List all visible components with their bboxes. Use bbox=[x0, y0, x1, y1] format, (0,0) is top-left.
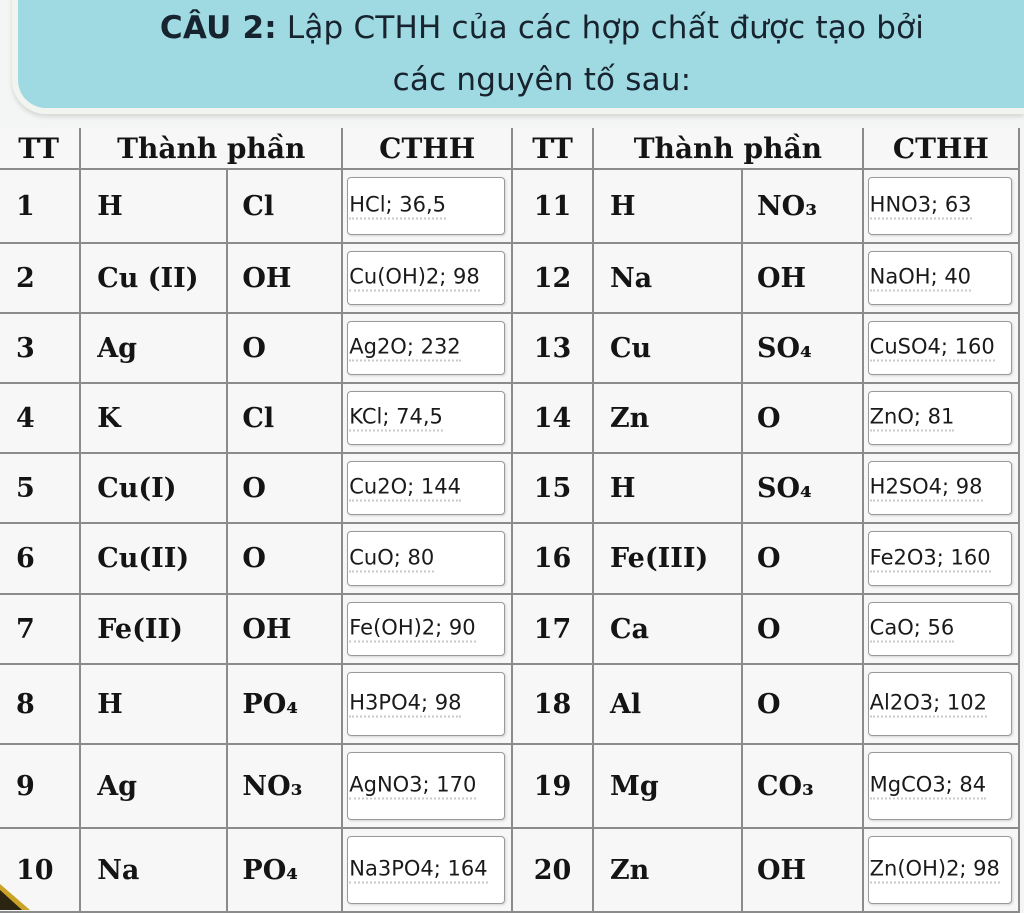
element-cell: Fe(II) bbox=[80, 594, 227, 664]
element-cell: H bbox=[593, 453, 742, 523]
formula-answer: Na3PO4; 164 bbox=[349, 857, 487, 884]
cthh-cell bbox=[863, 828, 1019, 912]
title-text: Lập CTHH của các hợp chất được tạo bởi bbox=[276, 10, 925, 46]
element-cell: Zn bbox=[593, 828, 742, 912]
element-cell: H bbox=[593, 169, 742, 243]
cthh-cell bbox=[342, 664, 512, 744]
table-body bbox=[0, 169, 1019, 912]
cthh-cell bbox=[342, 243, 512, 313]
cthh-cell bbox=[863, 383, 1019, 453]
table-row bbox=[0, 243, 1019, 313]
row-number: 14 bbox=[512, 383, 593, 453]
formula-answer: CuSO4; 160 bbox=[870, 335, 995, 362]
header-cthh-right: CTHH bbox=[863, 128, 1019, 169]
formula-answer: CuO; 80 bbox=[349, 545, 434, 572]
table-header-row bbox=[0, 128, 1019, 169]
row-number: 1 bbox=[0, 169, 80, 243]
cthh-cell bbox=[342, 169, 512, 243]
cthh-cell bbox=[863, 664, 1019, 744]
group-cell: NO₃ bbox=[742, 169, 863, 243]
formula-answer: HCl; 36,5 bbox=[349, 193, 446, 220]
formula-answer: ZnO; 81 bbox=[870, 405, 955, 432]
row-number: 20 bbox=[512, 828, 593, 912]
cthh-cell bbox=[342, 453, 512, 523]
group-cell: O bbox=[742, 594, 863, 664]
cthh-cell bbox=[863, 523, 1019, 594]
group-cell: OH bbox=[742, 243, 863, 313]
page-corner-decoration bbox=[0, 870, 30, 910]
row-number: 3 bbox=[0, 313, 80, 383]
group-cell: OH bbox=[227, 243, 342, 313]
cthh-cell bbox=[342, 313, 512, 383]
element-cell: Mg bbox=[593, 744, 742, 828]
row-number: 13 bbox=[512, 313, 593, 383]
table-row bbox=[0, 664, 1019, 744]
formula-answer: Cu2O; 144 bbox=[349, 475, 461, 502]
element-cell: Ag bbox=[80, 744, 227, 828]
row-number: 5 bbox=[0, 453, 80, 523]
row-number: 7 bbox=[0, 594, 80, 664]
cthh-cell bbox=[863, 453, 1019, 523]
table-row bbox=[0, 523, 1019, 594]
formula-answer: AgNO3; 170 bbox=[349, 773, 476, 800]
table-row bbox=[0, 313, 1019, 383]
row-number: 15 bbox=[512, 453, 593, 523]
header-thanh-phan-left: Thành phần bbox=[80, 128, 342, 169]
table-row bbox=[0, 383, 1019, 453]
element-cell: Ca bbox=[593, 594, 742, 664]
table-row bbox=[0, 828, 1019, 912]
formula-answer: H2SO4; 98 bbox=[870, 475, 983, 502]
formula-answer: MgCO3; 84 bbox=[870, 773, 986, 800]
table-row bbox=[0, 594, 1019, 664]
formula-answer: HNO3; 63 bbox=[870, 193, 972, 220]
group-cell: SO₄ bbox=[742, 453, 863, 523]
title-line-1 bbox=[0, 2, 1024, 54]
element-cell: Cu(II) bbox=[80, 523, 227, 594]
formula-answer: Fe2O3; 160 bbox=[870, 545, 991, 572]
formula-answer: H3PO4; 98 bbox=[349, 691, 461, 718]
element-cell: Cu bbox=[593, 313, 742, 383]
formula-answer: NaOH; 40 bbox=[870, 265, 971, 292]
cthh-cell bbox=[863, 243, 1019, 313]
row-number: 11 bbox=[512, 169, 593, 243]
element-cell: Cu(I) bbox=[80, 453, 227, 523]
group-cell: O bbox=[742, 523, 863, 594]
element-cell: Cu (II) bbox=[80, 243, 227, 313]
group-cell: PO₄ bbox=[227, 828, 342, 912]
cthh-cell bbox=[342, 594, 512, 664]
row-number: 16 bbox=[512, 523, 593, 594]
formula-answer: CaO; 56 bbox=[870, 616, 955, 643]
element-cell: H bbox=[80, 664, 227, 744]
header-tt-right: TT bbox=[512, 128, 593, 169]
group-cell: PO₄ bbox=[227, 664, 342, 744]
element-cell: Ag bbox=[80, 313, 227, 383]
group-cell: OH bbox=[742, 828, 863, 912]
row-number: 10 bbox=[0, 828, 80, 912]
formula-answer: Al2O3; 102 bbox=[870, 691, 987, 718]
group-cell: CO₃ bbox=[742, 744, 863, 828]
group-cell: OH bbox=[227, 594, 342, 664]
cthh-cell bbox=[863, 744, 1019, 828]
cthh-cell bbox=[342, 744, 512, 828]
formula-answer: Ag2O; 232 bbox=[349, 335, 460, 362]
element-cell: Na bbox=[593, 243, 742, 313]
element-cell: Zn bbox=[593, 383, 742, 453]
table-row bbox=[0, 169, 1019, 243]
header-tt-left: TT bbox=[0, 128, 80, 169]
group-cell: O bbox=[227, 453, 342, 523]
compound-table bbox=[0, 128, 1020, 913]
group-cell: O bbox=[227, 523, 342, 594]
row-number: 19 bbox=[512, 744, 593, 828]
table-row bbox=[0, 744, 1019, 828]
element-cell: Fe(III) bbox=[593, 523, 742, 594]
group-cell: Cl bbox=[227, 383, 342, 453]
table-row bbox=[0, 453, 1019, 523]
group-cell: O bbox=[742, 664, 863, 744]
group-cell: O bbox=[227, 313, 342, 383]
row-number: 18 bbox=[512, 664, 593, 744]
header-cthh-left: CTHH bbox=[342, 128, 512, 169]
formula-answer: Cu(OH)2; 98 bbox=[349, 265, 480, 292]
cthh-cell bbox=[342, 523, 512, 594]
title-line-2: các nguyên tố sau: bbox=[392, 62, 692, 98]
row-number: 17 bbox=[512, 594, 593, 664]
group-cell: NO₃ bbox=[227, 744, 342, 828]
group-cell: Cl bbox=[227, 169, 342, 243]
group-cell: O bbox=[742, 383, 863, 453]
row-number: 2 bbox=[0, 243, 80, 313]
page-title bbox=[0, 2, 1024, 106]
formula-answer: KCl; 74,5 bbox=[349, 405, 443, 432]
row-number: 12 bbox=[512, 243, 593, 313]
cthh-cell bbox=[863, 313, 1019, 383]
element-cell: Al bbox=[593, 664, 742, 744]
element-cell: K bbox=[80, 383, 227, 453]
element-cell: H bbox=[80, 169, 227, 243]
formula-answer: Zn(OH)2; 98 bbox=[870, 857, 1000, 884]
row-number: 9 bbox=[0, 744, 80, 828]
row-number: 6 bbox=[0, 523, 80, 594]
question-label: CÂU 2: bbox=[159, 10, 277, 46]
row-number: 4 bbox=[0, 383, 80, 453]
group-cell: SO₄ bbox=[742, 313, 863, 383]
cthh-cell bbox=[342, 828, 512, 912]
cthh-cell bbox=[342, 383, 512, 453]
header-thanh-phan-right: Thành phần bbox=[593, 128, 863, 169]
formula-answer: Fe(OH)2; 90 bbox=[349, 616, 475, 643]
cthh-cell bbox=[863, 169, 1019, 243]
element-cell: Na bbox=[80, 828, 227, 912]
cthh-cell bbox=[863, 594, 1019, 664]
row-number: 8 bbox=[0, 664, 80, 744]
